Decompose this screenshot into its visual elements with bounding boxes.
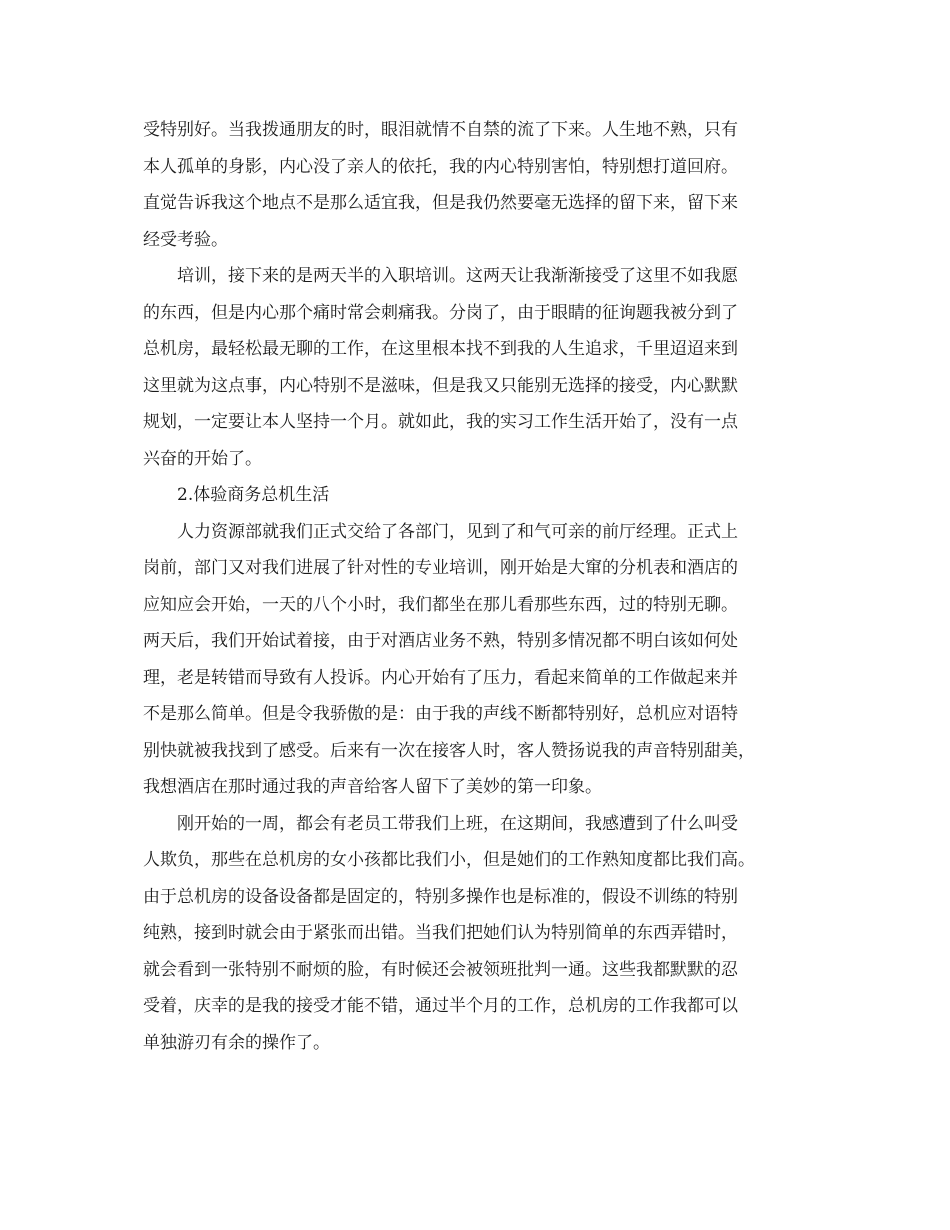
text-line: 兴奋的开始了。 (143, 448, 262, 469)
text-line: 别快就被我找到了感受。后来有一次在接客人时，客人赞扬说我的声音特别甜美， (143, 740, 755, 761)
text-line: 不是那么简单。但是令我骄傲的是：由于我的声线不断都特别好，总机应对语特 (143, 704, 738, 724)
text-line: 规划，一定要让本人坚持一个月。就如此，我的实习工作生活开始了，没有一点 (143, 412, 738, 432)
text-line: 理，老是转错而导致有人投诉。内心开始有了压力，看起来简单的工作做起来并 (143, 667, 738, 688)
text-line: 纯熟，接到时就会由于紧张而出错。当我们把她们认为特别简单的东西弄错时， (143, 923, 738, 943)
text-line: 人欺负，那些在总机房的女小孩都比我们小，但是她们的工作熟知度都比我们高。 (143, 850, 755, 870)
text-line: 直觉告诉我这个地点不是那么适宜我，但是我仍然要毫无选择的留下来，留下来 (143, 193, 738, 213)
text-line: 的东西，但是内心那个痛时常会刺痛我。分岗了，由于眼睛的征询题我被分到了 (143, 302, 738, 323)
paragraph (143, 112, 818, 258)
text-line: 岗前，部门又对我们进展了针对性的专业培训，刚开始是大窜的分机表和酒店的 (143, 558, 738, 578)
text-line: 本人孤单的身影，内心没了亲人的依托，我的内心特别害怕，特别想打道回府。 (143, 156, 738, 177)
text-line: 总机房，最轻松最无聊的工作，在这里根本找不到我的人生追求，千里迢迢来到 (143, 339, 738, 359)
text-line: 应知应会开始，一天的八个小时，我们都坐在那儿看那些东西，过的特别无聊。 (143, 594, 738, 615)
text-line: 受着，庆幸的是我的接受才能不错，通过半个月的工作，总机房的工作我都可以 (143, 996, 738, 1016)
section-heading (143, 477, 818, 514)
text-line: 两天后，我们开始试着接，由于对酒店业务不熟，特别多情况都不明白该如何处 (143, 631, 738, 651)
document-body (143, 112, 818, 1061)
paragraph (143, 514, 818, 806)
text-line: 就会看到一张特别不耐烦的脸，有时候还会被领班批判一通。这些我都默默的忍 (143, 959, 738, 980)
text-line: 经受考验。 (143, 229, 228, 250)
text-line: 人力资源部就我们正式交给了各部门，见到了和气可亲的前厅经理。正式上 (177, 521, 738, 542)
text-line: 由于总机房的设备设备都是固定的，特别多操作也是标准的，假设不训练的特别 (143, 886, 738, 907)
text-line: 这里就为这点事，内心特别不是滋味，但是我又只能别无选择的接受，内心默默 (143, 375, 738, 396)
text-line: 刚开始的一周，都会有老员工带我们上班，在这期间，我感遭到了什么叫受 (177, 813, 738, 834)
text-line: 单独游刃有余的操作了。 (143, 1032, 330, 1053)
text-line: 我想酒店在那时通过我的声音给客人留下了美妙的第一印象。 (143, 777, 602, 797)
paragraph (143, 258, 818, 477)
heading-text: 2.体验商务总机生活 (177, 485, 330, 505)
paragraph (143, 806, 818, 1062)
text-line: 培训，接下来的是两天半的入职培训。这两天让我渐渐接受了这里不如我愿 (177, 266, 738, 286)
text-line: 受特别好。当我拨通朋友的时，眼泪就情不自禁的流了下来。人生地不熟，只有 (143, 120, 738, 140)
